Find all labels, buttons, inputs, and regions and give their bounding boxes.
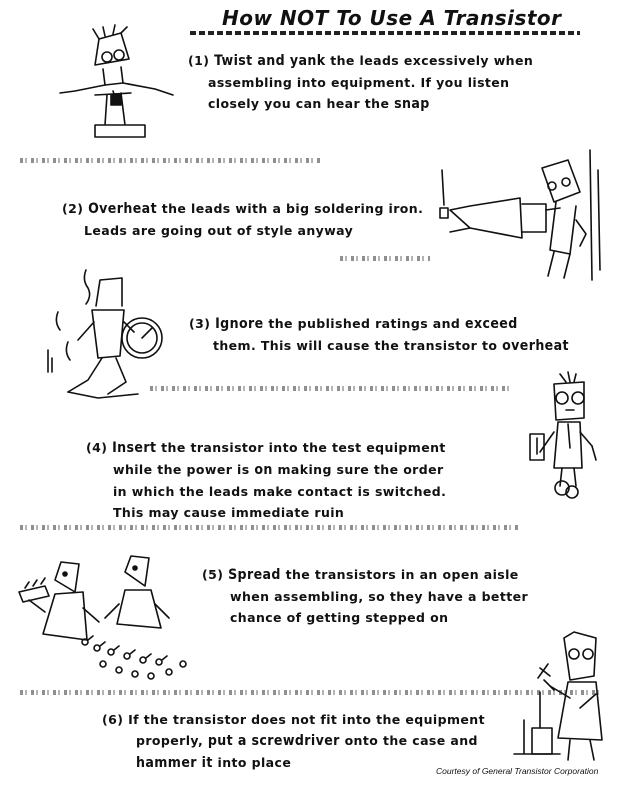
- emphasis-text: snap: [394, 96, 430, 112]
- item-line: [189, 313, 569, 335]
- item-line: [102, 709, 485, 730]
- item-2: [62, 198, 423, 241]
- body-text: the leads excessively when: [325, 53, 534, 68]
- item-number: (4): [86, 440, 113, 455]
- body-text: the published ratings and: [263, 316, 466, 331]
- emphasis-text: Overheat: [88, 201, 157, 217]
- illustration-hammer-screwdriver: [510, 628, 610, 763]
- item-line: [188, 72, 533, 93]
- body-text: This may cause immediate ruin: [113, 505, 345, 520]
- item-line: [188, 93, 533, 115]
- item-3: [189, 313, 569, 357]
- body-text: while the power is: [113, 462, 255, 477]
- emphasis-text: exceed: [465, 316, 518, 332]
- body-text: in which the leads make contact is switched.: [113, 484, 447, 499]
- body-text: them. This will cause the transistor to: [213, 338, 503, 353]
- divider: [20, 525, 520, 530]
- divider: [150, 386, 510, 391]
- body-text: If the transistor does not fit into the equipment: [128, 712, 485, 727]
- emphasis-text: Twist and yank: [214, 53, 326, 69]
- item-line: [86, 437, 446, 459]
- emphasis-text: put a screwdriver: [207, 733, 340, 749]
- body-text: closely you can hear the: [208, 96, 395, 111]
- item-line: [189, 335, 569, 357]
- body-text: onto the case and: [339, 733, 478, 748]
- body-text: making sure the order: [272, 462, 444, 477]
- item-line: [202, 564, 528, 586]
- emphasis-text: Ignore: [215, 316, 264, 332]
- item-line: [62, 198, 423, 220]
- item-number: (3): [189, 316, 216, 331]
- emphasis-text: overheat: [502, 338, 569, 354]
- illustration-meter-overheat: [38, 262, 173, 412]
- body-text: chance of getting stepped on: [230, 610, 449, 625]
- illustration-soldering-iron: [430, 150, 610, 285]
- item-number: (6): [102, 712, 129, 727]
- title-underline: [190, 31, 580, 35]
- item-5: [202, 564, 528, 628]
- body-text: the transistor into the test equipment: [156, 440, 446, 455]
- body-text: when assembling, so they have a better: [230, 589, 529, 604]
- body-text: assembling into equipment. If you listen: [208, 75, 510, 90]
- item-1: [188, 50, 533, 115]
- item-line: [102, 752, 485, 774]
- item-4: [86, 437, 446, 523]
- item-line: [86, 481, 446, 502]
- item-number: (1): [188, 53, 215, 68]
- page-title: How NOT To Use A Transistor: [222, 6, 562, 30]
- item-number: (5): [202, 567, 229, 582]
- emphasis-text: hammer it: [136, 755, 213, 771]
- illustration-twisting-leads: [55, 25, 175, 145]
- item-line: [202, 586, 528, 607]
- emphasis-text: Spread: [228, 567, 281, 583]
- body-text: into place: [212, 755, 292, 770]
- body-text: Leads are going out of style anyway: [84, 223, 354, 238]
- emphasis-text: on: [254, 462, 273, 478]
- courtesy-credit: Courtesy of General Transistor Corporation: [436, 766, 599, 776]
- illustration-assembly-aisle: [15, 552, 200, 692]
- item-line: [188, 50, 533, 72]
- item-line: [62, 220, 423, 241]
- divider: [20, 158, 320, 163]
- body-text: the transistors in an open aisle: [280, 567, 519, 582]
- illustration-test-equipment: [510, 368, 615, 508]
- item-6: [102, 709, 485, 774]
- item-line: [102, 730, 485, 752]
- divider: [340, 256, 430, 261]
- emphasis-text: Insert: [112, 440, 157, 456]
- item-line: [86, 459, 446, 481]
- item-line: [86, 502, 446, 523]
- item-number: (2): [62, 201, 89, 216]
- body-text: the leads with a big soldering iron.: [157, 201, 424, 216]
- item-line: [202, 607, 528, 628]
- body-text: properly,: [136, 733, 208, 748]
